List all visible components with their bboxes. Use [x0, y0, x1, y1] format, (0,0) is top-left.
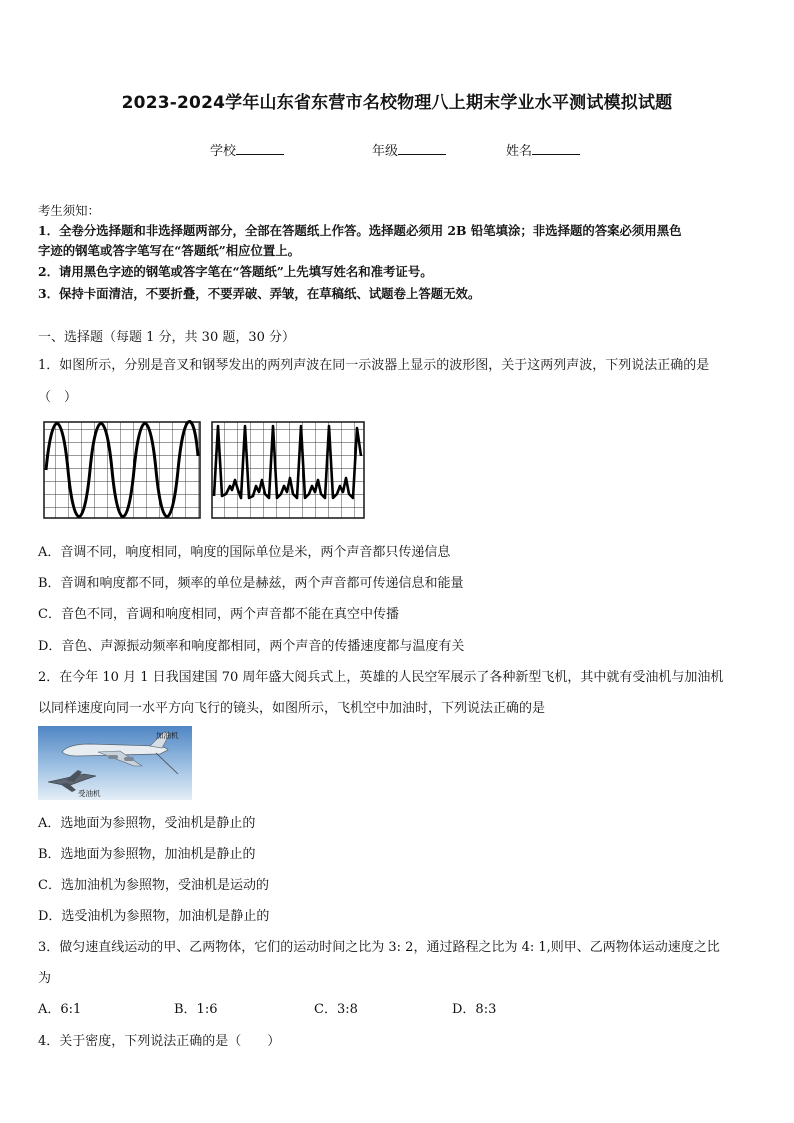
question-1-option-b[interactable]: B．音调和响度都不同，频率的单位是赫兹，两个声音都可传递信息和能量: [38, 576, 464, 591]
tanker-label: 加油机: [156, 731, 179, 740]
question-2-option-b[interactable]: B．选地面为参照物，加油机是静止的: [38, 847, 256, 862]
notice-heading: 考生须知：: [38, 203, 100, 218]
refueling-aircraft-photo: [38, 726, 192, 800]
question-3-stem: 3．做匀速直线运动的甲、乙两物体，它们的运动时间之比为 3: 2，通过路程之比为 4: 1,则甲、乙两物体运动速度之比: [38, 940, 720, 955]
question-2-stem: 以同样速度向同一水平方向飞行的镜头，如图所示，飞机空中加油时，下列说法正确的是: [38, 701, 546, 716]
question-1-stem: 1．如图所示，分别是音叉和钢琴发出的两列声波在同一示波器上显示的波形图，关于这两列声波，下列说法正确的是: [38, 358, 710, 373]
oscilloscope-waveforms-figure: [42, 416, 368, 522]
receiver-label: 受油机: [78, 789, 101, 798]
name-label: 姓名: [506, 144, 533, 159]
notice-line: 2．请用黑色字迹的钢笔或答字笔在“答题纸”上先填写姓名和准考证号。: [38, 264, 433, 279]
name-blank[interactable]: [532, 142, 580, 155]
question-1-option-d[interactable]: D．音色、声源振动频率和响度都相同，两个声音的传播速度都与温度有关: [38, 639, 465, 654]
question-2-option-c[interactable]: C．选加油机为参照物，受油机是运动的: [38, 878, 269, 893]
question-2-stem: 2．在今年 10 月 1 日我国建国 70 周年盛大阅兵式上，英雄的人民空军展示了各种新型飞机，其中就有受油机与加油机: [38, 670, 724, 685]
question-2-option-d[interactable]: D．选受油机为参照物，加油机是静止的: [38, 909, 270, 924]
question-3-option-d[interactable]: D．8:3: [452, 1002, 497, 1017]
question-4-stem: 4．关于密度，下列说法正确的是（ ）: [38, 1034, 281, 1049]
question-3-option-b[interactable]: B．1:6: [174, 1002, 218, 1017]
piano-waveform-panel: [212, 422, 364, 518]
page-title: 2023-2024学年山东省东营市名校物理八上期末学业水平测试模拟试题: [121, 93, 673, 113]
grade-field[interactable]: [372, 140, 446, 159]
notice-line: 1．全卷分选择题和非选择题两部分，全部在答题纸上作答。选择题必须用 2B 铅笔填涂；非选择题的答案必须用黑色: [38, 223, 682, 238]
grade-label: 年级: [372, 144, 399, 159]
question-2-option-a[interactable]: A．选地面为参照物，受油机是静止的: [38, 816, 256, 831]
question-3-option-c[interactable]: C．3:8: [314, 1002, 358, 1017]
question-1-stem-bracket: （ ）: [38, 390, 78, 405]
question-1-option-c[interactable]: C．音色不同，音调和响度相同，两个声音都不能在真空中传播: [38, 607, 399, 622]
school-label: 学校: [210, 144, 237, 159]
school-blank[interactable]: [236, 142, 284, 155]
question-3-option-a[interactable]: A．6:1: [38, 1002, 82, 1017]
school-field[interactable]: [210, 140, 284, 159]
question-3-stem: 为: [38, 971, 52, 986]
notice-line: 字迹的钢笔或答字笔写在“答题纸”相应位置上。: [38, 243, 301, 258]
tuning-fork-waveform-panel: [44, 422, 200, 518]
grade-blank[interactable]: [398, 142, 446, 155]
name-field[interactable]: [506, 140, 580, 159]
question-1-option-a[interactable]: A．音调不同，响度相同，响度的国际单位是米，两个声音都只传递信息: [38, 545, 451, 560]
section-heading: 一、选择题（每题 1 分，共 30 题，30 分）: [38, 330, 296, 345]
aircraft-illustration: [38, 726, 192, 800]
notice-line: 3．保持卡面清洁，不要折叠，不要弄破、弄皱，在草稿纸、试题卷上答题无效。: [38, 286, 481, 301]
